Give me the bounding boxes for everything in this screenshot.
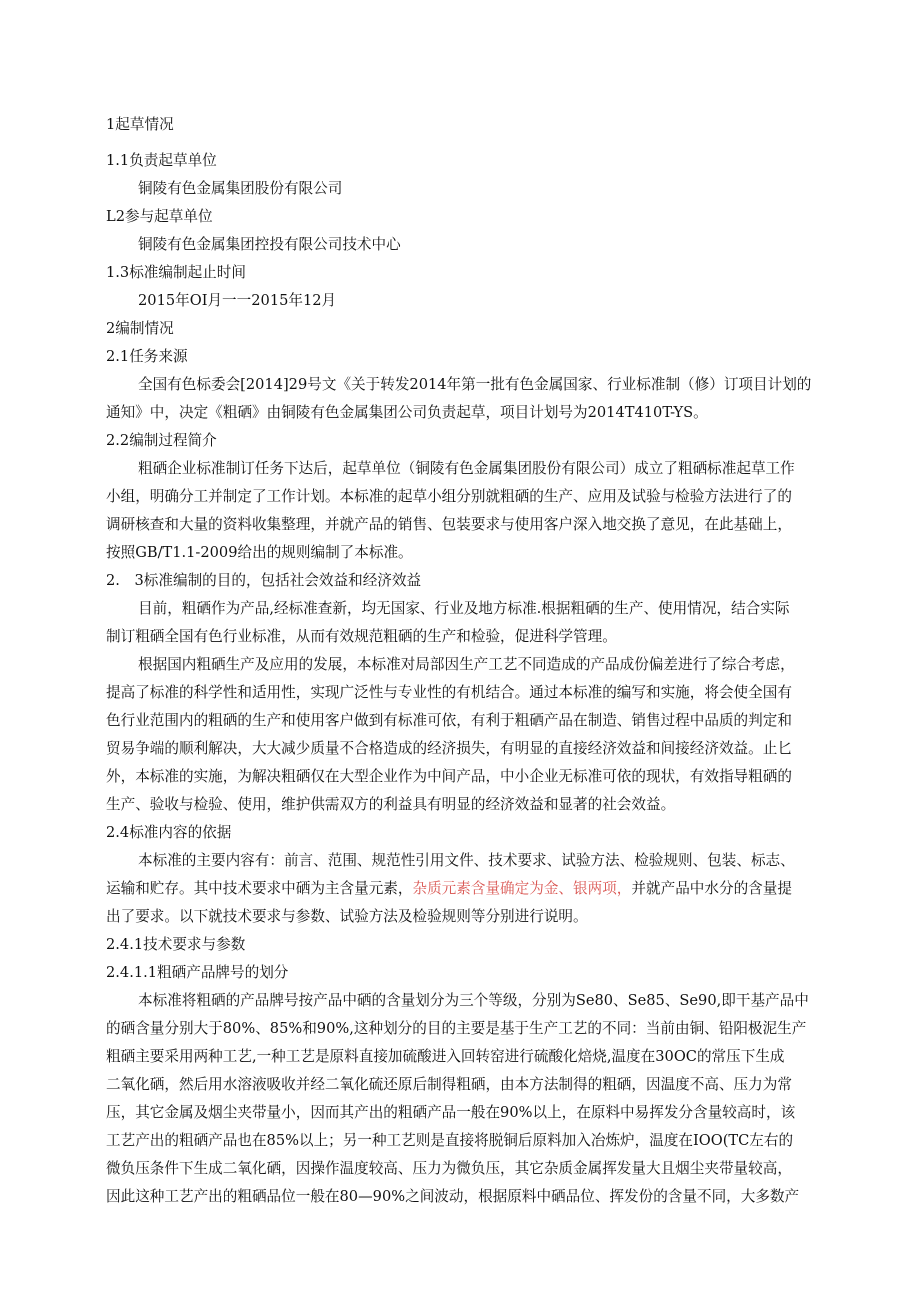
section-2-2-line-2: 小组，明确分工并制定了工作计划。本标准的起草小组分别就粗硒的生产、应用及试验与检验方法进行了的 bbox=[106, 488, 792, 505]
section-2-4-heading: 2.4标准内容的依据 bbox=[106, 824, 232, 841]
section-1-3-heading: 1.3标准编制起止时间 bbox=[106, 264, 246, 281]
paragraph-line-7: 微负压条件下生成二氧化硒，因操作温度较高、压力为微负压，其它杂质金属挥发量大且烟尘夹带量较高， bbox=[106, 1160, 792, 1177]
paragraph-line-5: 压，其它金属及烟尘夹带量小，因而其产出的粗硒产品一般在90%以上，在原料中易挥发分含量较高时，该 bbox=[106, 1104, 796, 1121]
section-1-3-body: 2015年OI月一一2015年12月 bbox=[138, 292, 337, 309]
section-1-heading: 1起草情况 bbox=[106, 116, 174, 133]
paragraph-line-1: 本标准将粗硒的产品牌号按产品中硒的含量划分为三个等级，分别为Se80、Se85、Se90,即干基产品中 bbox=[138, 992, 809, 1009]
paragraph-line-4: 二氧化硒，然后用水溶液吸收并经二氧化硫还原后制得粗硒，由本方法制得的粗硒，因温度不高、压力为常 bbox=[106, 1076, 792, 1093]
section-2-4-line-1: 本标准的主要内容有：前言、范围、规范性引用文件、技术要求、试验方法、检验规则、包装、标志、 bbox=[138, 852, 795, 869]
section-2-3-para-1-line-2: 制订粗硒全国有色行业标准，从而有效规范粗硒的生产和检验，促进科学管理。 bbox=[106, 628, 617, 645]
paragraph-line-6: 工艺产出的粗硒产品也在85%以上；另一种工艺则是直接将脱铜后原料加入冶炼炉，温度在IOO(TC左右的 bbox=[106, 1132, 794, 1149]
section-2-4-line-2-text-a: 运输和贮存。其中技术要求中硒为主含量元素， bbox=[106, 880, 413, 897]
section-2-heading: 2编制情况 bbox=[106, 320, 174, 337]
section-2-4-line-3: 出了要求。以下就技术要求与参数、试验方法及检验规则等分别进行说明。 bbox=[106, 908, 588, 925]
section-2-1-line-1: 全国有色标委会[2014]29号文《关于转发2014年第一批有色金属国家、行业标准制（修）订项目计划的 bbox=[138, 376, 812, 393]
section-1-1-body: 铜陵有色金属集团股份有限公司 bbox=[138, 180, 343, 197]
highlighted-text: 杂质元素含量确定为金、银两项， bbox=[412, 880, 632, 897]
section-2-4-line-2-text-b: 并就产品中水分的含量提 bbox=[631, 880, 792, 897]
section-2-2-line-3: 调研核查和大量的资料收集整理，并就产品的销售、包装要求与使用客户深入地交换了意见，在此基础上， bbox=[106, 516, 792, 533]
section-1-2-body: 铜陵有色金属集团控投有限公司技术中心 bbox=[138, 236, 401, 253]
section-2-4-1-heading: 2.4.1技术要求与参数 bbox=[106, 936, 246, 953]
section-2-3-heading: 2. 3标准编制的目的，包括社会效益和经济效益 bbox=[106, 572, 422, 589]
section-2-3-para-2-line-2: 提高了标准的科学性和适用性，实现广泛性与专业性的有机结合。通过本标准的编写和实施，将会使全国有 bbox=[106, 684, 792, 701]
section-2-4-1-1-heading: 2.4.1.1粗硒产品牌号的划分 bbox=[106, 964, 289, 981]
paragraph-line-3: 粗硒主要采用两种工艺,一种工艺是原料直接加硫酸进入回转窑进行硫酸化焙烧,温度在30OC的常压下生成 bbox=[106, 1048, 785, 1065]
section-2-2-line-4: 按照GB/T1.1-2009给出的规则编制了本标准。 bbox=[106, 544, 413, 561]
section-2-3-para-2-line-6: 生产、验收与检验、使用，维护供需双方的利益具有明显的经济效益和显著的社会效益。 bbox=[106, 796, 676, 813]
section-2-3-para-2-line-1: 根据国内粗硒生产及应用的发展，本标准对局部因生产工艺不同造成的产品成份偏差进行了综合考虑， bbox=[138, 656, 795, 673]
section-2-3-para-2-line-5: 外，本标准的实施，为解决粗硒仅在大型企业作为中间产品，中小企业无标准可依的现状，有效指导粗硒的 bbox=[106, 768, 792, 785]
section-1-2-heading: L2参与起草单位 bbox=[106, 208, 213, 225]
paragraph-line-8: 因此这种工艺产出的粗硒品位一般在80—90%之间波动，根据原料中硒品位、挥发份的含量不同，大多数产 bbox=[106, 1188, 800, 1205]
section-2-2-line-1: 粗硒企业标准制订任务下达后，起草单位（铜陵有色金属集团股份有限公司）成立了粗硒标准起草工作 bbox=[138, 460, 795, 477]
section-2-3-para-1-line-1: 目前，粗硒作为产品,经标准查新，均无国家、行业及地方标准.根据粗硒的生产、使用情况，结合实际 bbox=[138, 600, 790, 617]
section-2-1-heading: 2.1任务来源 bbox=[106, 348, 188, 365]
paragraph-line-2: 的硒含量分别大于80%、85%和90%,这种划分的目的主要是基于生产工艺的不同：当前由铜、铅阳极泥生产 bbox=[106, 1020, 807, 1037]
section-2-3-para-2-line-4: 贸易争端的顺利解决，大大减少质量不合格造成的经济损失，有明显的直接经济效益和间接经济效益。止匕 bbox=[106, 740, 792, 757]
section-2-3-para-2-line-3: 色行业范围内的粗硒的生产和使用客户做到有标准可依，有利于粗硒产品在制造、销售过程中品质的判定和 bbox=[106, 712, 792, 729]
section-2-2-heading: 2.2编制过程简介 bbox=[106, 432, 217, 449]
section-2-1-line-2: 通知》中，决定《粗硒》由铜陵有色金属集团公司负责起草，项目计划号为2014T410T-YS。 bbox=[106, 404, 708, 421]
section-2-4-line-2 bbox=[106, 879, 792, 899]
section-1-1-heading: 1.1负责起草单位 bbox=[106, 152, 217, 169]
